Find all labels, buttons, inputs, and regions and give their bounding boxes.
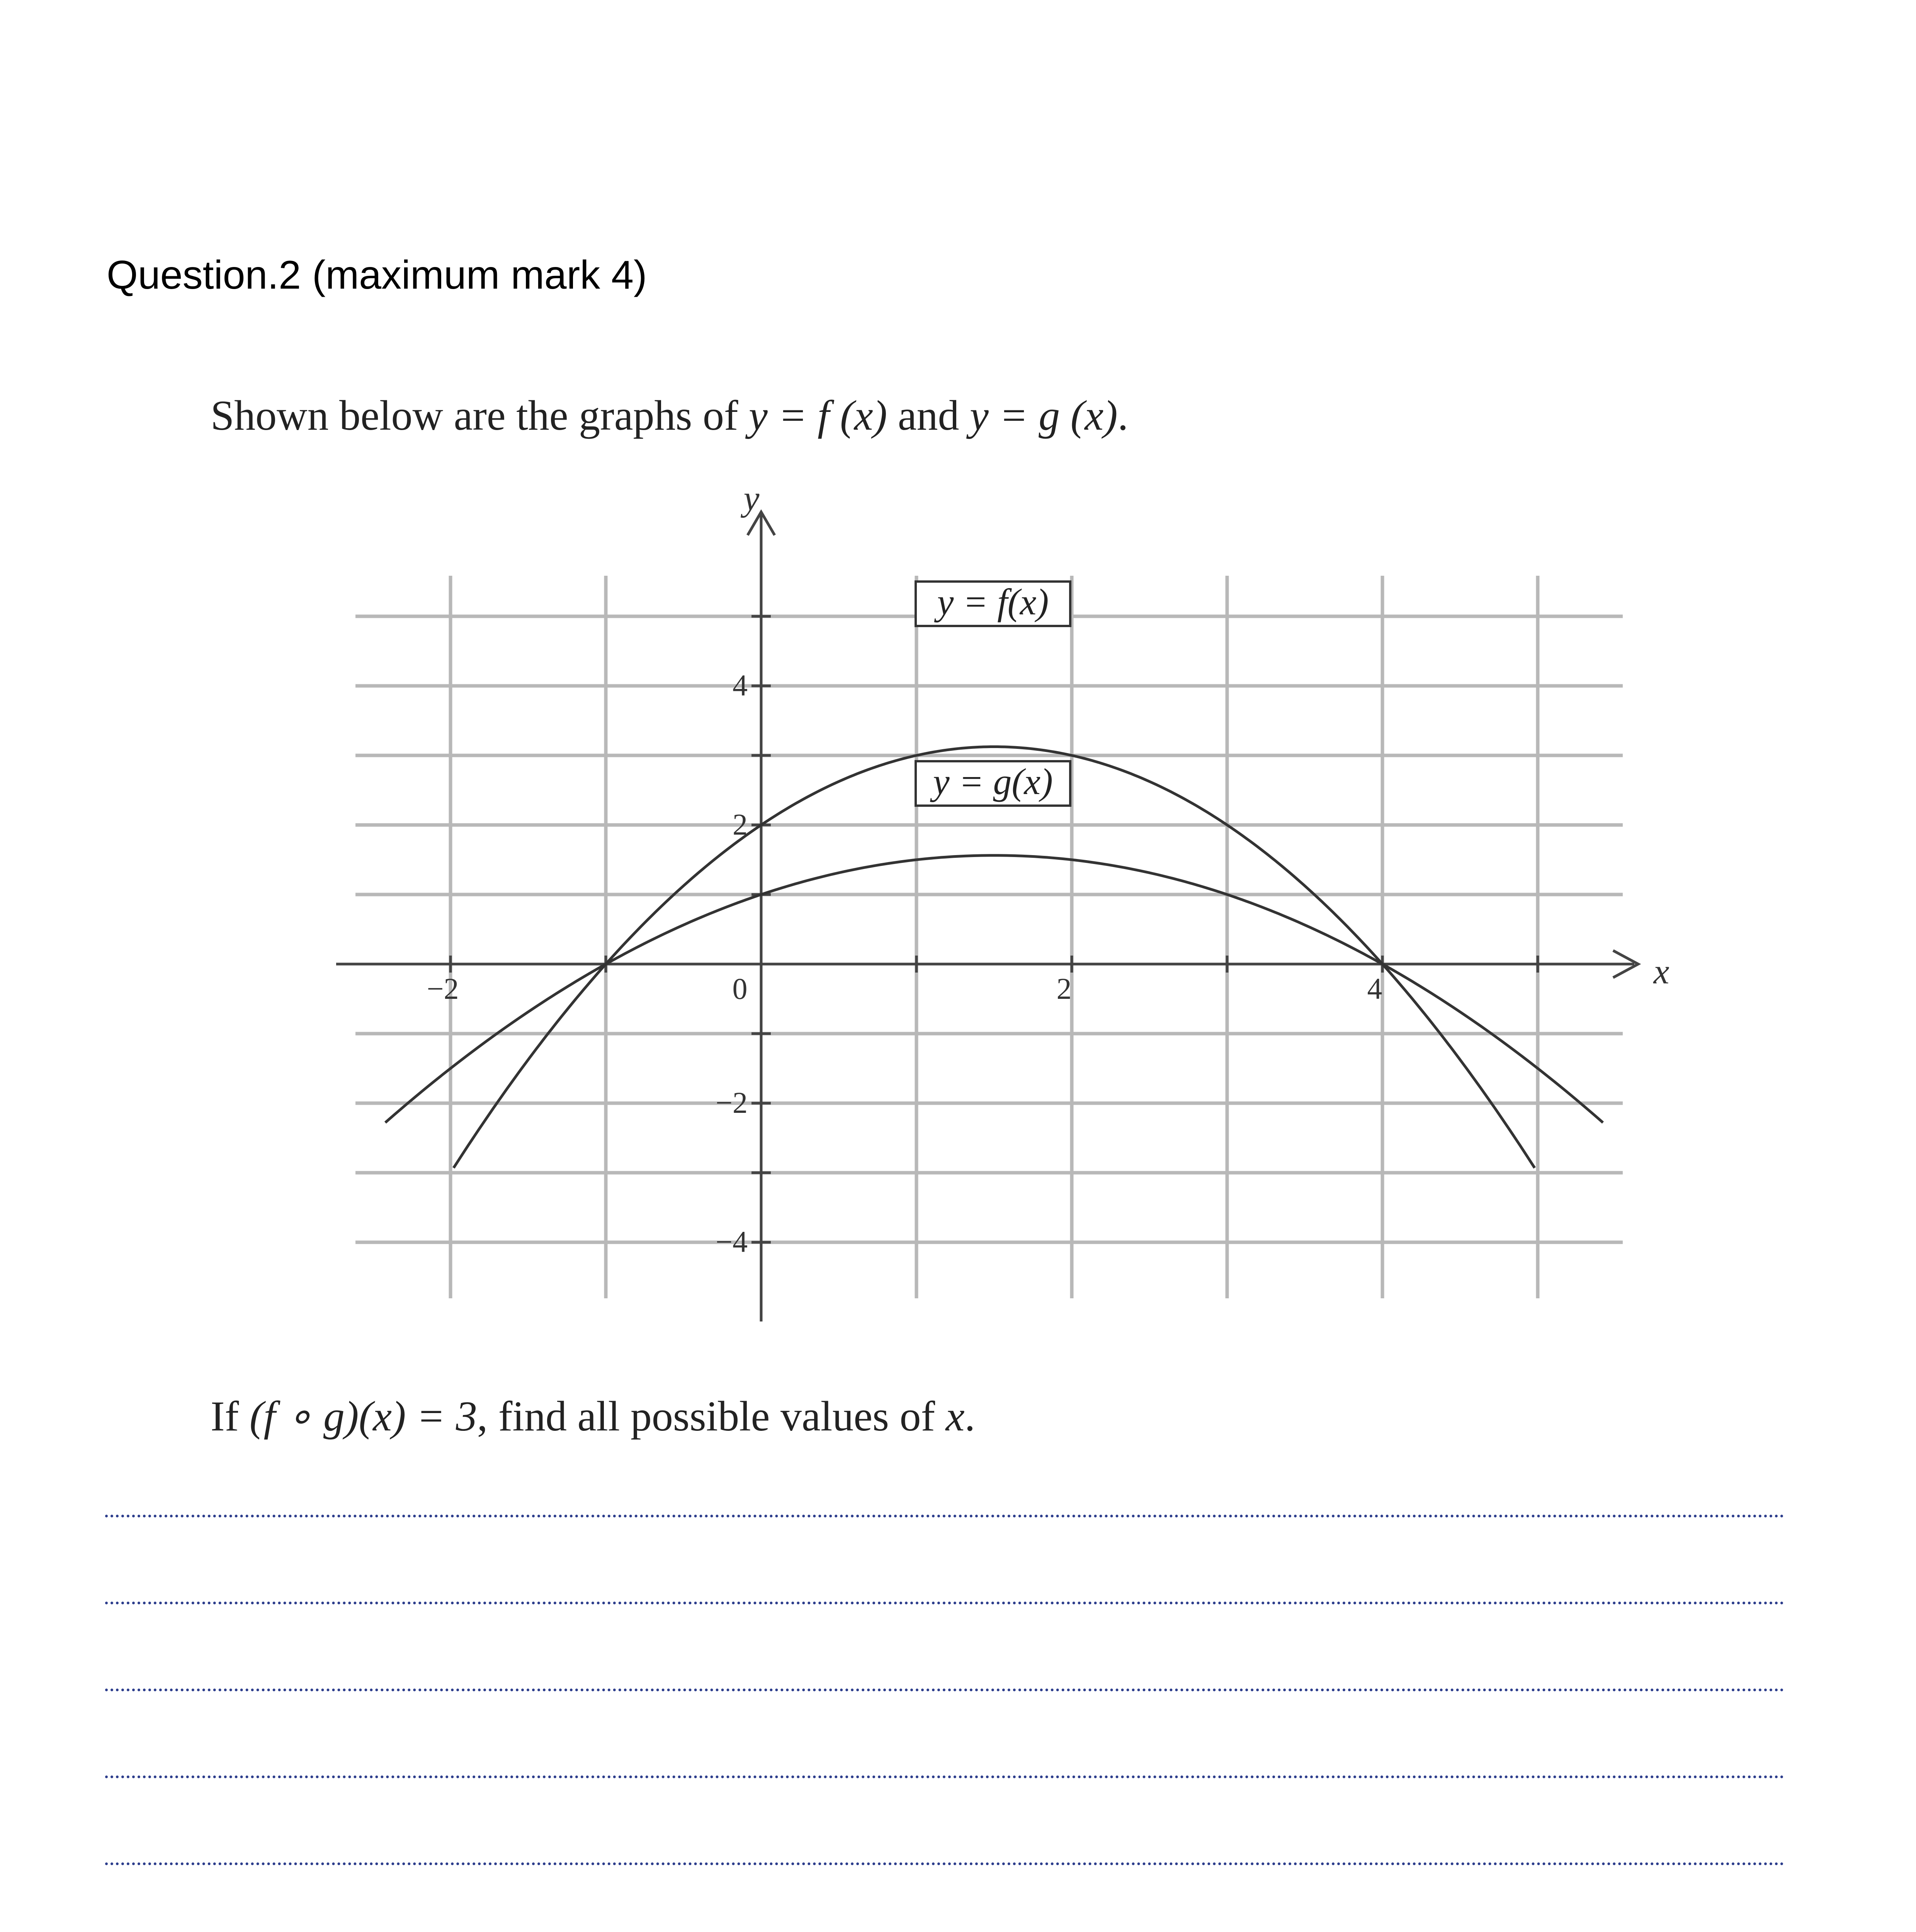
axis-labels [427, 478, 1669, 1259]
y-tick-label: −4 [716, 1225, 748, 1259]
prompt-period: . [964, 1393, 975, 1440]
prompt-if: If [211, 1393, 239, 1440]
answer-line[interactable] [105, 1776, 1784, 1778]
intro-g-equation: y = g (x) [970, 392, 1118, 439]
prompt-expression: (f ∘ g)(x) = 3 [249, 1393, 477, 1440]
question-heading: Question.2 (maximum mark 4) [107, 253, 647, 298]
x-tick-label: 4 [1367, 972, 1382, 1005]
curve-g-label: y = g(x) [933, 761, 1053, 802]
answer-line[interactable] [105, 1689, 1784, 1691]
answer-line[interactable] [105, 1602, 1784, 1604]
question-prompt [211, 1393, 975, 1440]
x-tick-label: 0 [732, 972, 748, 1005]
y-tick-label: 2 [733, 808, 748, 841]
intro-and: and [898, 392, 959, 439]
intro-period: . [1117, 392, 1129, 439]
prompt-variable: x [945, 1393, 965, 1440]
answer-line[interactable] [105, 1862, 1784, 1865]
axes [336, 512, 1638, 1321]
intro-f-equation: y = f (x) [749, 392, 887, 439]
prompt-rest: , find all possible values of [477, 1393, 935, 1440]
x-axis-label: x [1653, 952, 1669, 991]
answer-line[interactable] [105, 1515, 1784, 1517]
y-tick-label: 4 [733, 668, 748, 702]
x-tick-label: −2 [427, 972, 459, 1005]
grid [355, 576, 1623, 1298]
intro-text: Shown below are the graphs of [211, 392, 738, 439]
curve-f-label: y = f(x) [937, 581, 1049, 622]
x-tick-label: 2 [1056, 972, 1072, 1005]
y-tick-label: −2 [716, 1086, 748, 1119]
y-axis-label: y [743, 478, 760, 518]
